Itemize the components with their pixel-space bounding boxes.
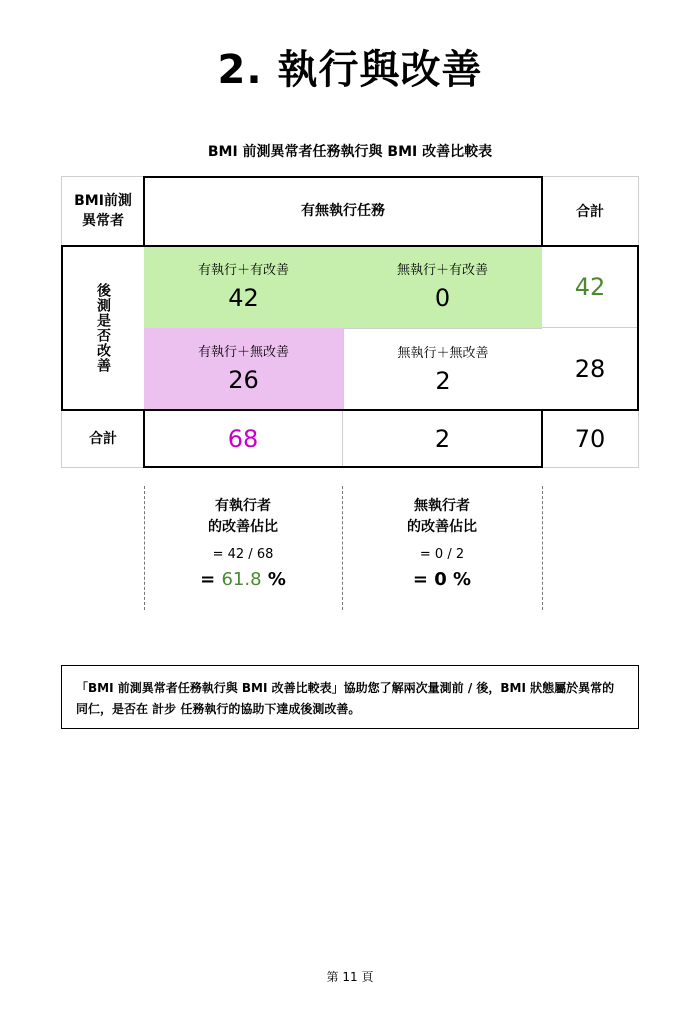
grand-total: 70	[542, 410, 639, 468]
column-header: 有無執行任務	[301, 203, 385, 219]
ratio-title-line2: 的改善佔比	[407, 519, 477, 535]
explanation-note: 「BMI 前測異常者任務執行與 BMI 改善比較表」協助您了解兩次量測前 / 後，BMI 狀態屬於異常的同仁，是否在 計步 任務執行的協助下達成後測改善。	[61, 665, 639, 729]
page-number: 第 11 頁	[326, 970, 374, 984]
corner-header-line2: 異常者	[82, 213, 124, 229]
ratio-value: 61.8	[221, 569, 262, 590]
ratio-title-line1: 有執行者	[215, 498, 271, 514]
row-header-vertical: 後測是否改善	[61, 246, 144, 410]
quadrant-label: 有執行＋有改善	[197, 263, 289, 278]
ratio-title	[144, 496, 342, 538]
ratio-unit: %	[446, 569, 472, 590]
ratio-title	[343, 496, 541, 538]
ratio-value: 0	[434, 569, 447, 590]
quadrant-noexec-improve	[343, 246, 542, 328]
dashed-divider-right	[542, 486, 543, 610]
column-total-noexec: 2	[434, 425, 451, 453]
ratio-title-line1: 無執行者	[414, 498, 470, 514]
quadrant-label: 無執行＋有改善	[396, 263, 488, 278]
row-total-noimprove: 28	[542, 328, 639, 410]
total-column-header: 合計	[542, 176, 639, 246]
column-total-exec: 68	[144, 410, 343, 468]
ratio-exec	[144, 486, 342, 610]
row-total-improve: 42	[542, 246, 639, 328]
page-title: 2. 執行與改善	[217, 47, 483, 93]
quadrant-exec-noimprove	[144, 328, 343, 410]
quadrant-noexec-noimprove	[343, 328, 542, 410]
ratio-result	[343, 569, 541, 590]
ratio-result	[144, 569, 342, 590]
ratio-noexec	[343, 486, 541, 610]
quadrant-label: 有執行＋無改善	[197, 345, 289, 360]
corner-header	[61, 176, 144, 246]
ratio-unit: %	[261, 569, 286, 590]
table-title: BMI 前測異常者任務執行與 BMI 改善比較表	[207, 144, 493, 160]
corner-header-line1: BMI前測	[74, 193, 132, 209]
quadrant-exec-improve	[144, 246, 343, 328]
quadrant-value: 0	[434, 284, 451, 312]
ratio-prefix: =	[200, 569, 222, 590]
quadrant-label: 無執行＋無改善	[397, 346, 489, 361]
ratio-prefix: =	[412, 569, 435, 590]
total-row-label: 合計	[61, 410, 144, 468]
quadrant-value: 2	[435, 367, 451, 395]
quadrant-value: 42	[228, 284, 259, 312]
quadrant-value: 26	[228, 366, 259, 394]
ratio-formula: = 0 / 2	[419, 547, 465, 562]
ratio-formula: = 42 / 68	[212, 547, 274, 562]
ratio-title-line2: 的改善佔比	[208, 519, 278, 535]
